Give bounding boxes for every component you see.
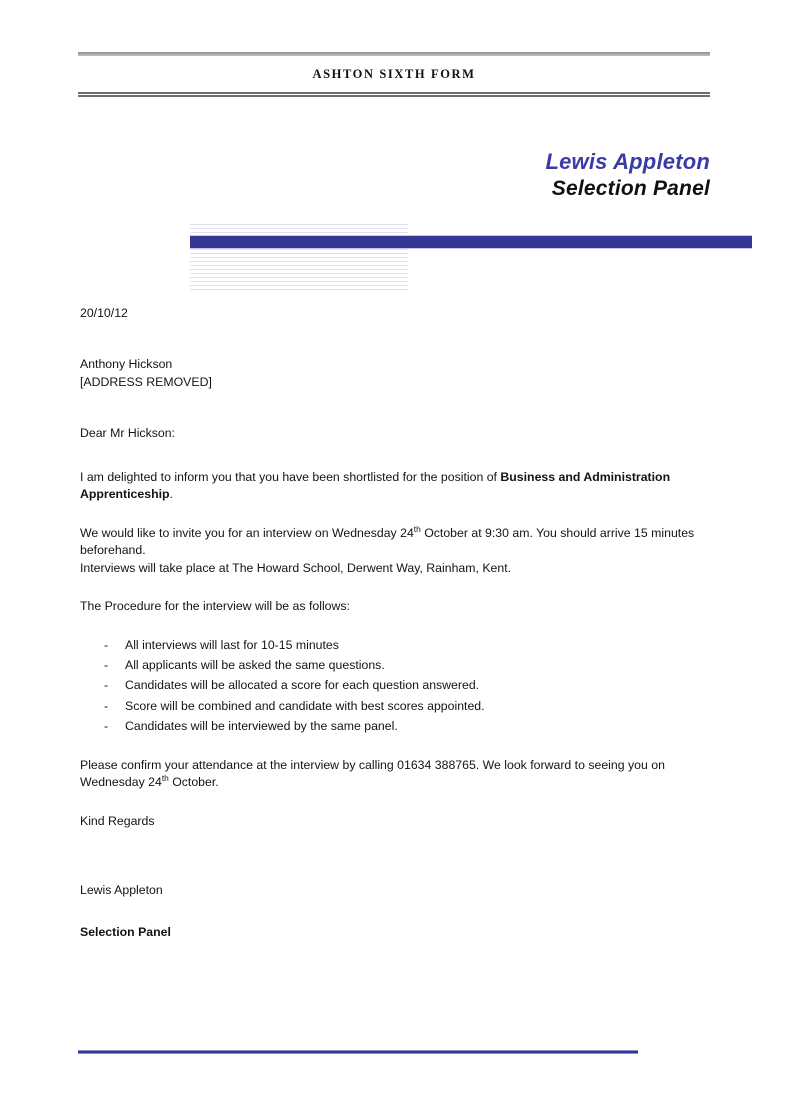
- signature-role: Selection Panel: [80, 924, 171, 939]
- date-ordinal-suffix: th: [161, 773, 169, 784]
- letter-body: [80, 305, 698, 941]
- decorative-banner: [190, 224, 752, 290]
- paragraph-interview-details: [80, 525, 698, 577]
- list-marker: -: [104, 698, 109, 713]
- banner-blue-bar: [190, 235, 752, 249]
- paragraph-confirm-attendance: [80, 757, 698, 792]
- position-title: Business and Administration Apprenticeship: [80, 469, 671, 502]
- sender-role-heading: Selection Panel: [551, 176, 710, 200]
- sender-name-heading: Lewis Appleton: [545, 149, 710, 174]
- letterhead: [78, 52, 710, 97]
- paragraph-shortlisted: [80, 469, 698, 504]
- footer-rule: [78, 1050, 638, 1054]
- paragraph-procedure-intro: The Procedure for the interview will be as follows:: [80, 599, 350, 614]
- date-ordinal-suffix: th: [413, 523, 421, 534]
- list-item-text: All interviews will last for 10-15 minutes: [125, 637, 339, 652]
- list-item: [104, 677, 698, 694]
- interview-invite-tail: October at 9:30 am. You should arrive 15 minutes beforehand.: [80, 525, 695, 558]
- confirm-attendance-tail: October.: [168, 775, 219, 790]
- list-marker: -: [104, 657, 109, 672]
- interview-invite-lead: We would like to invite you for an interview on Wednesday 24: [80, 525, 414, 540]
- list-marker: -: [104, 719, 109, 734]
- banner-hatch-top: [190, 224, 408, 235]
- list-item: [104, 718, 698, 735]
- paragraph-shortlisted-tail: .: [169, 487, 173, 502]
- confirm-attendance-lead: Please confirm your attendance at the interview by calling 01634 388765. We look forward to seeing you on Wednesday 24: [80, 757, 665, 790]
- signature-name: Lewis Appleton: [80, 883, 163, 898]
- list-item: [104, 637, 698, 654]
- interview-venue: Interviews will take place at The Howard School, Derwent Way, Rainham, Kent.: [80, 560, 512, 575]
- list-marker: -: [104, 678, 109, 693]
- paragraph-shortlisted-lead: I am delighted to inform you that you have been shortlisted for the position of: [80, 469, 501, 484]
- list-item-text: Candidates will be interviewed by the same panel.: [125, 719, 398, 734]
- recipient-address: [ADDRESS REMOVED]: [80, 374, 212, 389]
- letterhead-title: ASHTON SIXTH FORM: [312, 67, 476, 81]
- sender-heading-block: [545, 150, 710, 200]
- signoff: Kind Regards: [80, 813, 155, 828]
- procedure-list: [80, 637, 698, 736]
- list-marker: -: [104, 637, 109, 652]
- list-item: [104, 657, 698, 674]
- banner-hatch-bottom: [190, 249, 408, 290]
- recipient-name: Anthony Hickson: [80, 357, 173, 372]
- list-item-text: All applicants will be asked the same questions.: [125, 657, 385, 672]
- salutation: Dear Mr Hickson:: [80, 426, 175, 441]
- letter-date: 20/10/12: [80, 306, 128, 320]
- recipient-address-block: [80, 356, 698, 391]
- letterhead-rule-bottom: [78, 92, 710, 97]
- list-item: [104, 698, 698, 715]
- list-item-text: Score will be combined and candidate with best scores appointed.: [125, 698, 485, 713]
- list-item-text: Candidates will be allocated a score for each question answered.: [125, 678, 480, 693]
